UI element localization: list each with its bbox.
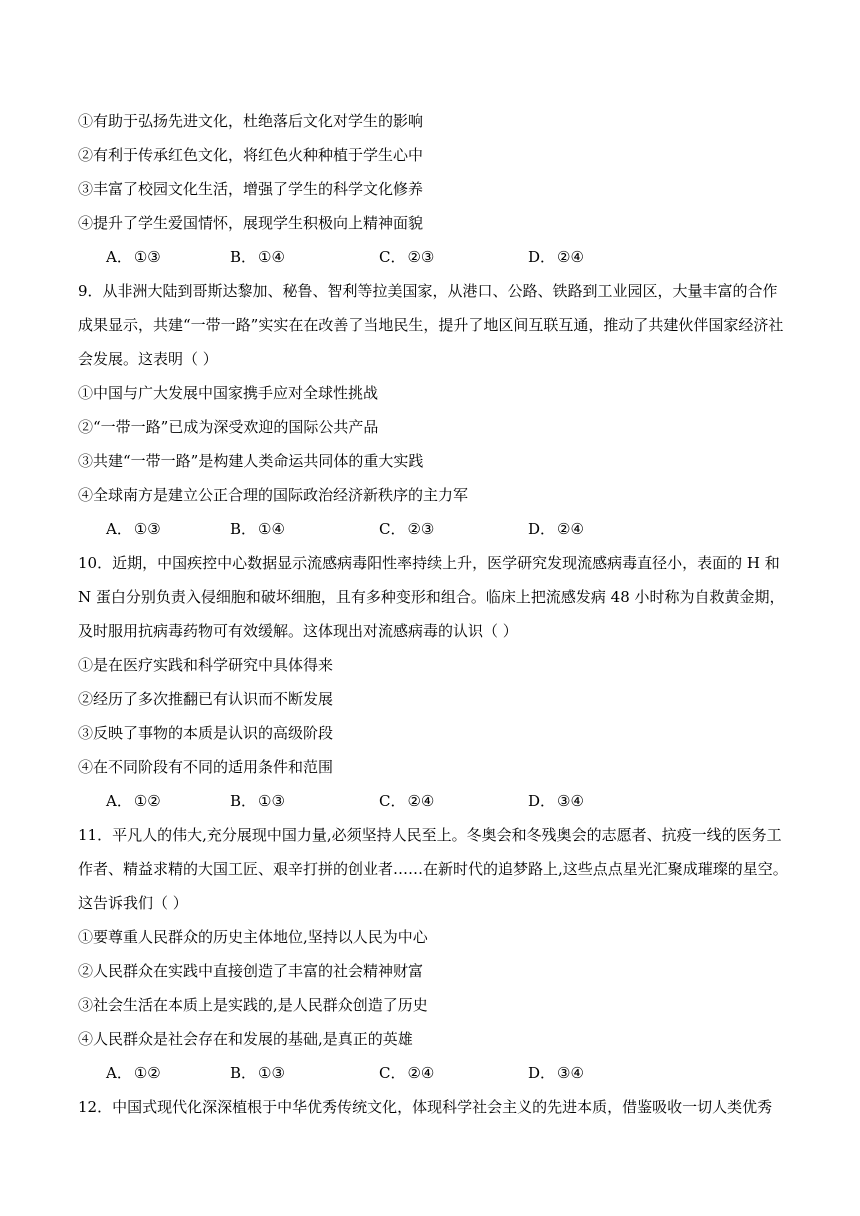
- q8-statement-1: ①有助于弘扬先进文化，杜绝落后文化对学生的影响: [78, 112, 424, 130]
- q9-option-b[interactable]: B． ①④: [230, 520, 285, 538]
- q10-stem-line-1: 10．近期，中国疾控中心数据显示流感病毒阳性率持续上升，医学研究发现流感病毒直径小，表面的 H 和: [78, 554, 780, 572]
- q9-statement-3: ③共建“一带一路”是构建人类命运共同体的重大实践: [78, 452, 424, 470]
- q8-statement-3: ③丰富了校园文化生活，增强了学生的科学文化修养: [78, 180, 424, 198]
- q8-statement-2: ②有利于传承红色文化，将红色火种种植于学生心中: [78, 146, 424, 164]
- q9-option-d[interactable]: D． ②④: [528, 520, 584, 538]
- q11-option-d[interactable]: D． ③④: [528, 1064, 584, 1082]
- q8-statement-4: ④提升了学生爱国情怀，展现学生积极向上精神面貌: [78, 214, 424, 232]
- q8-option-c[interactable]: C． ②③: [379, 248, 435, 266]
- q11-stem-line-3: 这告诉我们（ ）: [78, 894, 188, 912]
- q11-option-c[interactable]: C． ②④: [379, 1064, 435, 1082]
- q10-stem-line-2: N 蛋白分别负责入侵细胞和破坏细胞，且有多种变形和组合。临床上把流感发病 48 小时称为自救黄金期，: [78, 588, 785, 606]
- q11-stem-line-1: 11．平凡人的伟大,充分展现中国力量,必须坚持人民至上。冬奥会和冬残奥会的志愿者、抗疫一线的医务工: [78, 826, 782, 844]
- q11-statement-3: ③社会生活在本质上是实践的,是人民群众创造了历史: [78, 996, 428, 1014]
- q11-statement-2: ②人民群众在实践中直接创造了丰富的社会精神财富: [78, 962, 424, 980]
- q9-statement-4: ④全球南方是建立公正合理的国际政治经济新秩序的主力军: [78, 486, 469, 504]
- q10-statement-2: ②经历了多次推翻已有认识而不断发展: [78, 690, 334, 708]
- q10-option-a[interactable]: A． ①②: [106, 792, 161, 810]
- q8-option-b[interactable]: B． ①④: [230, 248, 285, 266]
- q10-statement-3: ③反映了事物的本质是认识的高级阶段: [78, 724, 334, 742]
- q8-option-a[interactable]: A． ①③: [106, 248, 161, 266]
- q11-option-a[interactable]: A． ①②: [106, 1064, 161, 1082]
- q9-statement-1: ①中国与广大发展中国家携手应对全球性挑战: [78, 384, 379, 402]
- q9-stem-line-2: 成果显示，共建“一带一路”实实在在改善了当地民生，提升了地区间互联互通，推动了共建伙伴国家经济社: [78, 316, 784, 334]
- q11-stem-line-2: 作者、精益求精的大国工匠、艰辛打拼的创业者……在新时代的追梦路上,这些点点星光汇聚成璀璨的星空。: [78, 860, 788, 878]
- q10-statement-1: ①是在医疗实践和科学研究中具体得来: [78, 656, 334, 674]
- q10-option-b[interactable]: B． ①③: [230, 792, 285, 810]
- q9-stem-line-3: 会发展。这表明（ ）: [78, 350, 218, 368]
- q10-statement-4: ④在不同阶段有不同的适用条件和范围: [78, 758, 334, 776]
- q12-stem-line-1: 12．中国式现代化深深植根于中华优秀传统文化，体现科学社会主义的先进本质，借鉴吸收一切人类优秀: [78, 1098, 773, 1116]
- q10-option-c[interactable]: C． ②④: [379, 792, 435, 810]
- q9-option-a[interactable]: A． ①③: [106, 520, 161, 538]
- q10-stem-line-3: 及时服用抗病毒药物可有效缓解。这体现出对流感病毒的认识（ ）: [78, 622, 518, 640]
- q8-option-d[interactable]: D． ②④: [528, 248, 584, 266]
- q11-statement-1: ①要尊重人民群众的历史主体地位,坚持以人民为中心: [78, 928, 428, 946]
- q10-option-d[interactable]: D． ③④: [528, 792, 584, 810]
- q11-option-b[interactable]: B． ①③: [230, 1064, 285, 1082]
- q11-statement-4: ④人民群众是社会存在和发展的基础,是真正的英雄: [78, 1030, 413, 1048]
- q9-statement-2: ②“一带一路”已成为深受欢迎的国际公共产品: [78, 418, 379, 436]
- q9-stem-line-1: 9．从非洲大陆到哥斯达黎加、秘鲁、智利等拉美国家，从港口、公路、铁路到工业园区，大量丰富的合作: [78, 282, 778, 300]
- q9-option-c[interactable]: C． ②③: [379, 520, 435, 538]
